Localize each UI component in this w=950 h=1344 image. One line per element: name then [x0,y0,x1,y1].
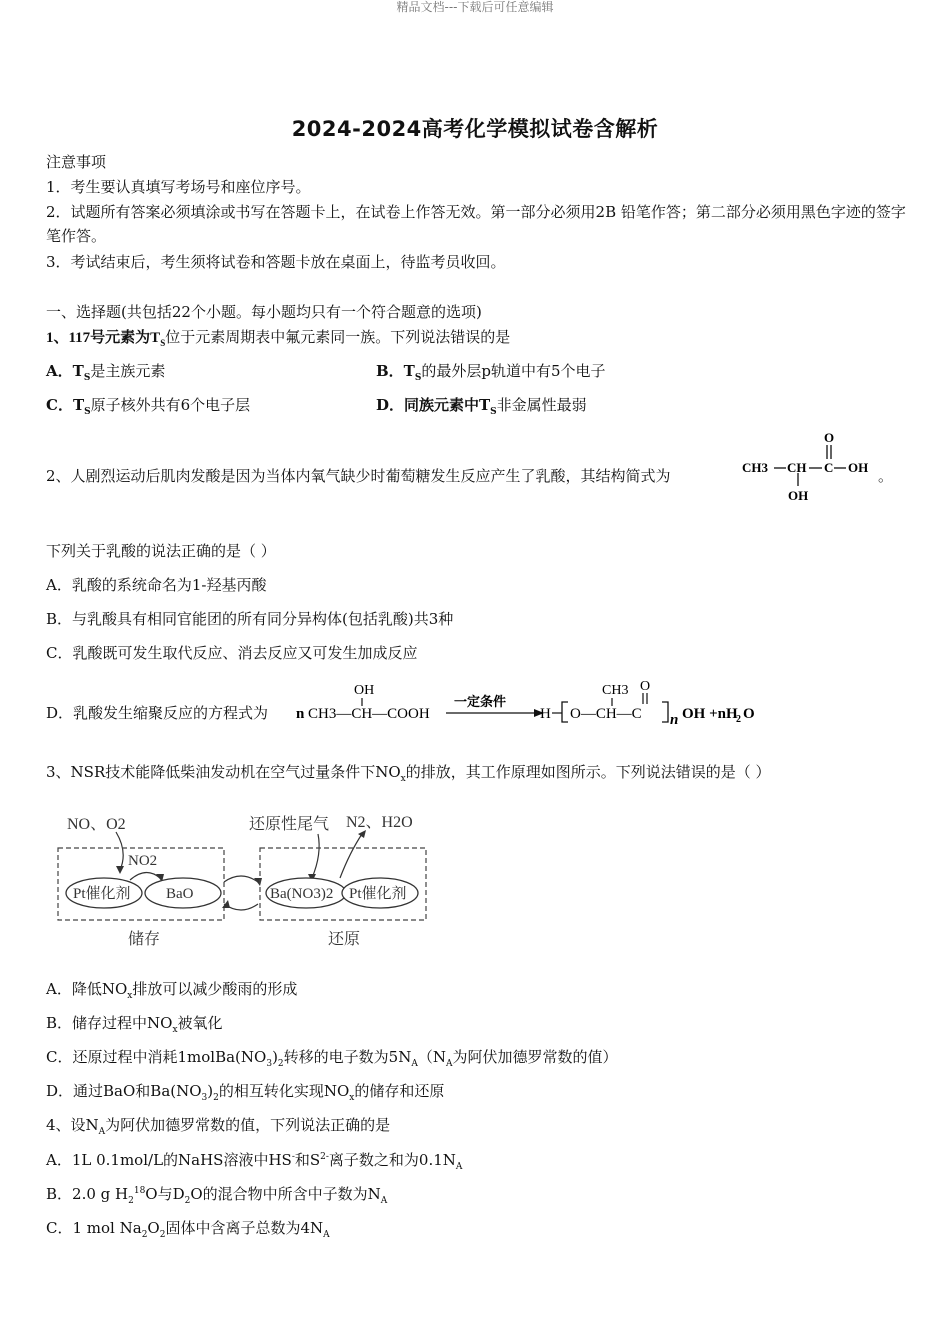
diagram-reduce-gas: 还原性尾气 [249,816,330,833]
q4-option-b[interactable]: B．2.0 g $H_2^{18}O$与$D_2O$的混合物中所含中子数为$N_A$ [46,1185,388,1206]
struct-o: O [824,430,835,445]
notice-heading: 注意事项 [46,153,107,171]
q2-question: 下列关于乳酸的说法正确的是（ ） [46,542,276,560]
q1-option-d[interactable]: D．同族元素中$T_S$非金属性最弱 [376,396,587,417]
notice-item-3: 3．考试结束后，考生须将试卷和答题卡放在桌面上，待监考员收回。 [46,253,506,271]
eq-product-chain: O—CH—C [570,706,642,722]
q1-option-a[interactable]: A．$T_S$是主族元素 [46,362,166,383]
diagram-reduce: 还原 [328,931,361,948]
eq-condition: 一定条件 [454,694,507,709]
nsr-diagram [56,808,430,953]
section-heading: 一、选择题(共包括22个小题。每小题均只有一个符合题意的选项) [46,303,482,321]
q4-option-c[interactable]: C．1 mol $Na_2O_2$固体中含离子总数为$4N_A$ [46,1219,330,1240]
struct-oh: OH [848,460,869,475]
struct-c: C [824,460,834,475]
q2-option-c[interactable]: C．乳酸既可发生取代反应、消去反应又可发生加成反应 [46,644,418,662]
eq-reactant-oh: OH [354,683,375,698]
q4-stem: 4、设$N_A$为阿伏加德罗常数的值，下列说法正确的是 [46,1116,391,1137]
eq-tail-end: O [743,706,755,722]
diagram-bao: BaO [166,886,194,902]
q1-option-b[interactable]: B．$T_S$的最外层p轨道中有5个电子 [376,362,606,383]
eq-tail: OH +nH [682,706,738,722]
q3-option-c[interactable]: C．还原过程中消耗$1molBa(NO_3)_2$转移的电子数为$5N_A(N_A$为阿伏加德罗常数的值） [46,1048,618,1069]
q1-option-c[interactable]: C．$T_S$原子核外共有6个电子层 [46,396,251,417]
notice-item-2: 2．试题所有答案必须填涂或书写在答题卡上，在试卷上作答无效。第一部分必须用2B 铅笔作答；第二部分必须用黑色字迹的签字笔作答。 [46,203,906,245]
diagram-no2: NO2 [128,853,158,869]
q3-option-d[interactable]: D．通过BaO和$Ba(NO_3)_2$的相互转化实现$NO_x$的储存和还原 [46,1082,445,1103]
notice-item-1: 1．考生要认真填写考场号和座位序号。 [46,178,311,196]
eq-tail-sub: 2 [736,714,741,725]
page-header: 精品文档---下载后可任意编辑 [396,0,554,14]
diagram-bano3: Ba(NO3)2 [270,886,334,902]
lactic-acid-structure [740,428,880,508]
struct-ch: CH [787,460,807,475]
q1-stem: 1、117号元素为$T_S$位于元素周期表中氟元素同一族。下列说法错误的是 [46,328,511,348]
struct-ch3: CH3 [742,460,768,475]
q4-option-a[interactable]: A．1L 0.1mol/L的NaHS溶液中HS-和$S^{2-}$离子数之和为$0.1N_A$ [46,1151,463,1172]
q2-option-a[interactable]: A．乳酸的系统命名为1-羟基丙酸 [46,576,267,594]
q2-option-d[interactable]: D．乳酸发生缩聚反应的方程式为 [46,704,269,722]
diagram-pt2: Pt催化剂 [349,886,407,902]
diagram-in-left: NO、O2 [67,816,126,833]
diagram-pt1: Pt催化剂 [73,886,131,902]
q2-stem-end: 。 [878,467,894,485]
q2-stem: 2、人剧烈运动后肌肉发酸是因为当体内氧气缺少时葡萄糖发生反应产生了乳酸，其结构简式为 [46,467,671,485]
eq-reactant: CH3—CH—COOH [308,706,430,722]
q3-stem: 3、NSR技术能降低柴油发动机在空气过量条件下$NO_x$的排放，其工作原理如图所示。下列说法错误的是（ ） [46,763,771,784]
polycondensation-equation [294,676,774,732]
diagram-store: 储存 [128,931,161,948]
eq-product-h: H [540,706,551,722]
q3-option-a[interactable]: A．降低$NO_x$排放可以减少酸雨的形成 [46,980,298,1001]
eq-product-o: O [640,679,651,694]
diagram-out-right: N2、H2O [346,814,413,831]
eq-coefficient: n [296,706,305,722]
eq-subscript-n: n [670,712,679,728]
eq-product-ch3: CH3 [602,683,629,698]
q3-option-b[interactable]: B．储存过程中$NO_x$被氧化 [46,1014,223,1035]
page-title: 2024-2024高考化学模拟试卷含解析 [291,117,659,141]
q2-option-b[interactable]: B．与乳酸具有相同官能团的所有同分异构体(包括乳酸)共3种 [46,610,454,628]
struct-oh-2: OH [788,488,809,503]
